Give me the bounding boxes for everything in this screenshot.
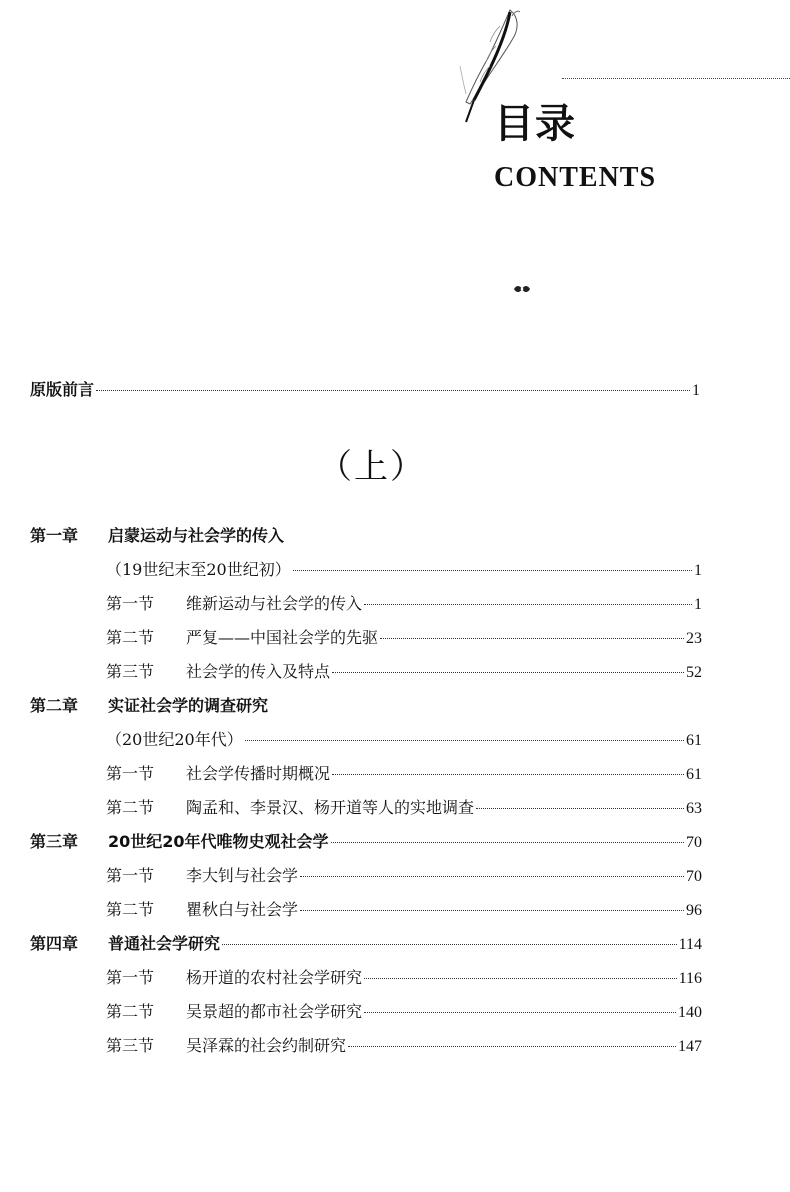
dot-leader bbox=[300, 910, 684, 911]
volume-heading: （上） bbox=[318, 447, 426, 487]
dot-leader bbox=[348, 1046, 676, 1047]
section-title: 杨开道的农村社会学研究 bbox=[186, 968, 363, 987]
dot-leader bbox=[364, 1012, 676, 1013]
page-number: 52 bbox=[686, 664, 702, 681]
page-number: 61 bbox=[686, 766, 702, 783]
page-title-english: CONTENTS bbox=[494, 162, 657, 193]
chapter-number: 第三章 bbox=[30, 832, 79, 851]
section-title: 李大钊与社会学 bbox=[186, 866, 299, 885]
toc-chapter-subtitle[interactable] bbox=[106, 560, 702, 581]
page-number: 147 bbox=[678, 1038, 702, 1055]
chapter-title: 启蒙运动与社会学的传入 bbox=[108, 526, 285, 545]
dot-leader bbox=[222, 944, 677, 945]
dot-leader bbox=[300, 876, 684, 877]
section-title: 瞿秋白与社会学 bbox=[186, 900, 299, 919]
toc-section[interactable] bbox=[106, 1002, 702, 1023]
chapter-number: 第一章 bbox=[30, 526, 79, 545]
page-number: 70 bbox=[686, 834, 702, 851]
toc-section[interactable] bbox=[106, 594, 702, 615]
dot-leader bbox=[364, 604, 692, 605]
page-number: 61 bbox=[686, 732, 702, 749]
dot-leader bbox=[331, 842, 684, 843]
toc-section[interactable] bbox=[106, 1036, 702, 1057]
page-number: 1 bbox=[692, 382, 700, 399]
section-title: 社会学的传入及特点 bbox=[186, 662, 331, 681]
page-number: 96 bbox=[686, 902, 702, 919]
dot-leader bbox=[364, 978, 677, 979]
section-number: 第一节 bbox=[106, 594, 155, 613]
chapter-title: 20世纪20年代唯物史观社会学 bbox=[108, 832, 329, 851]
section-number: 第三节 bbox=[106, 662, 155, 681]
chapter-number: 第四章 bbox=[30, 934, 79, 953]
chapter-subtitle: （19世纪末至20世纪初） bbox=[106, 560, 291, 579]
toc-chapter[interactable] bbox=[30, 934, 702, 955]
section-title: 维新运动与社会学的传入 bbox=[186, 594, 363, 613]
chapter-subtitle: （20世纪20年代） bbox=[106, 730, 243, 749]
dot-leader bbox=[380, 638, 684, 639]
section-number: 第一节 bbox=[106, 764, 155, 783]
floral-ornament-icon bbox=[512, 283, 532, 295]
page-number: 114 bbox=[678, 936, 702, 953]
dot-leader bbox=[332, 672, 684, 673]
preface-title: 原版前言 bbox=[30, 380, 95, 399]
dot-leader bbox=[96, 390, 690, 391]
section-number: 第二节 bbox=[106, 1002, 155, 1021]
toc-chapter[interactable] bbox=[30, 696, 702, 716]
dot-leader bbox=[245, 740, 684, 741]
section-number: 第二节 bbox=[106, 900, 155, 919]
section-title: 吴景超的都市社会学研究 bbox=[186, 1002, 363, 1021]
section-number: 第三节 bbox=[106, 1036, 155, 1055]
chapter-number: 第二章 bbox=[30, 696, 79, 715]
section-number: 第一节 bbox=[106, 866, 155, 885]
toc-section[interactable] bbox=[106, 764, 702, 785]
header-dotted-rule bbox=[562, 78, 790, 79]
page-number: 1 bbox=[694, 596, 702, 613]
section-title: 陶孟和、李景汉、杨开道等人的实地调查 bbox=[186, 798, 475, 817]
chapter-title: 普通社会学研究 bbox=[108, 934, 221, 953]
toc-preface[interactable] bbox=[30, 380, 700, 401]
toc-section[interactable] bbox=[106, 798, 702, 819]
toc-section[interactable] bbox=[106, 968, 702, 989]
page-number: 70 bbox=[686, 868, 702, 885]
page-number: 23 bbox=[686, 630, 702, 647]
dot-leader bbox=[476, 808, 684, 809]
toc-chapter-subtitle[interactable] bbox=[106, 730, 702, 751]
page-number: 63 bbox=[686, 800, 702, 817]
page-number: 140 bbox=[678, 1004, 702, 1021]
page-number: 116 bbox=[678, 970, 702, 987]
page-number: 1 bbox=[694, 562, 702, 579]
section-number: 第二节 bbox=[106, 798, 155, 817]
section-number: 第二节 bbox=[106, 628, 155, 647]
section-number: 第一节 bbox=[106, 968, 155, 987]
section-title: 社会学传播时期概况 bbox=[186, 764, 331, 783]
toc-chapter[interactable] bbox=[30, 832, 702, 853]
dot-leader bbox=[332, 774, 684, 775]
section-title: 吴泽霖的社会约制研究 bbox=[186, 1036, 347, 1055]
chapter-title: 实证社会学的调查研究 bbox=[108, 696, 269, 715]
section-title: 严复——中国社会学的先驱 bbox=[186, 628, 379, 647]
toc-section[interactable] bbox=[106, 628, 702, 649]
page-title: 目录 bbox=[494, 101, 576, 147]
toc-section[interactable] bbox=[106, 900, 702, 921]
toc-section[interactable] bbox=[106, 866, 702, 887]
toc-section[interactable] bbox=[106, 662, 702, 683]
dot-leader bbox=[293, 570, 692, 571]
toc-chapter[interactable] bbox=[30, 526, 702, 546]
